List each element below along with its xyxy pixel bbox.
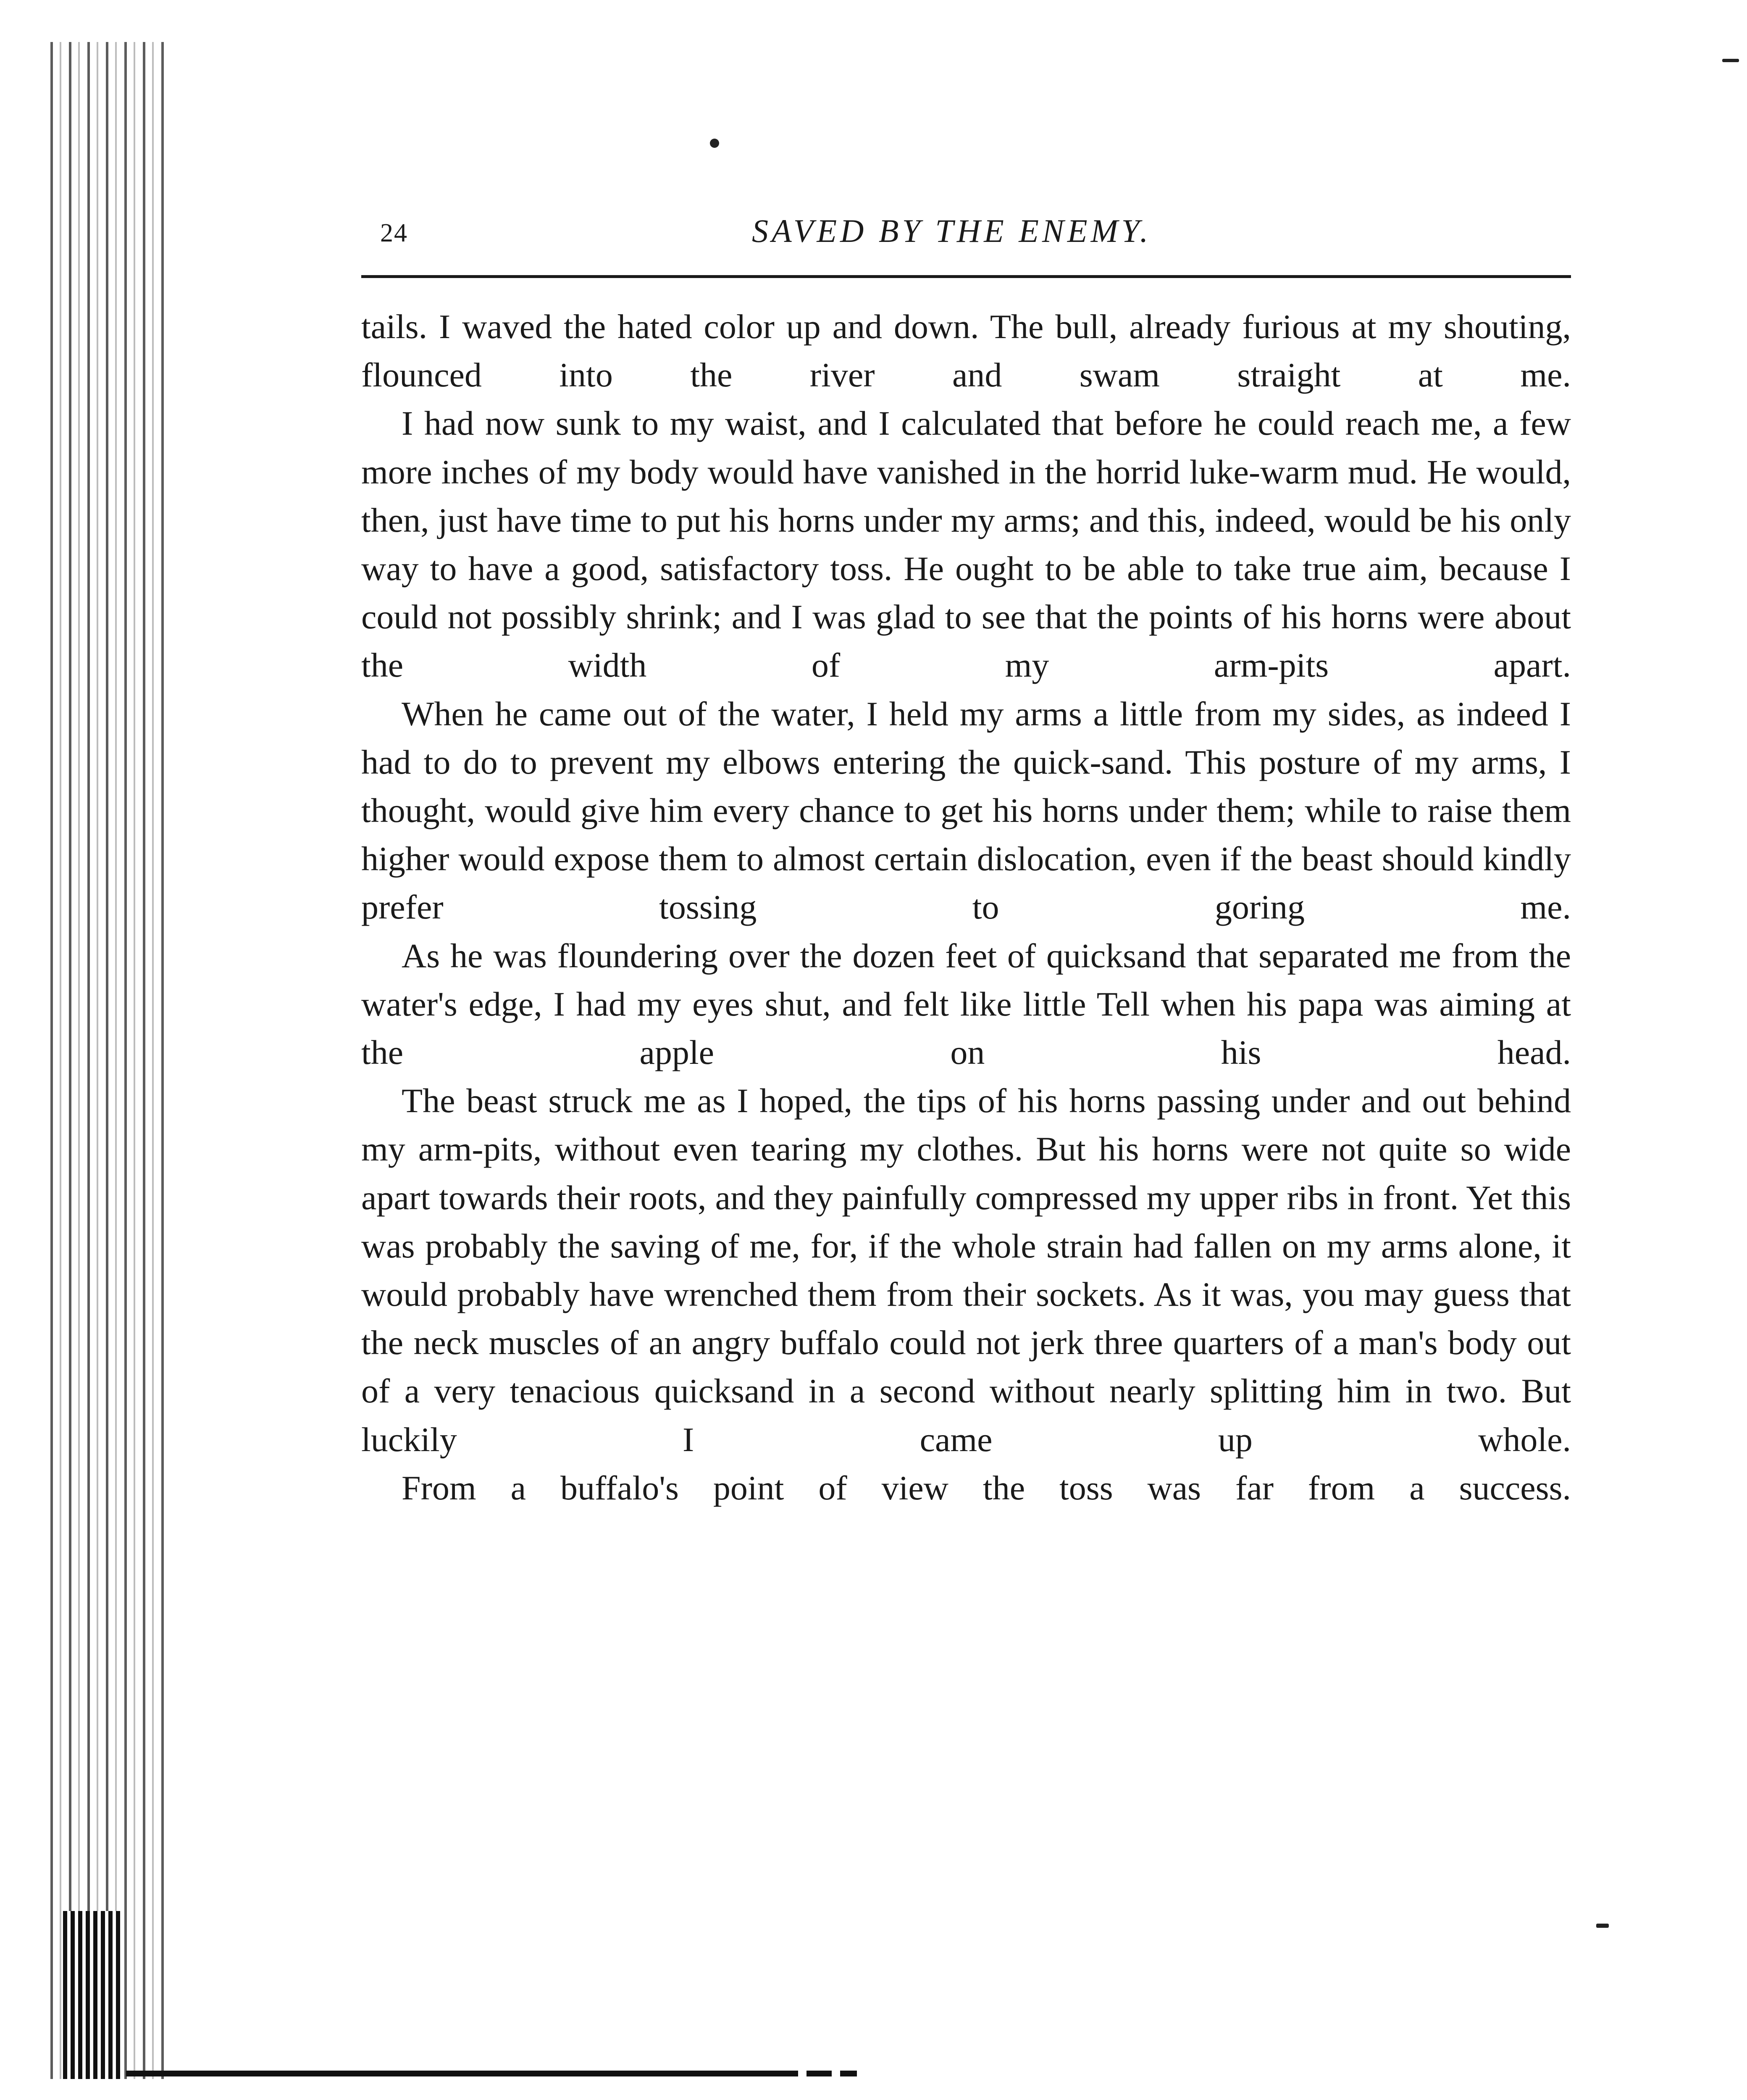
scanned-binding-edge xyxy=(50,42,168,2079)
scanned-binding-shadow xyxy=(63,1911,122,2079)
paragraph: I had now sunk to my waist, and I calculated that before he could reach me, a few more inches of my body would have vanished in the horrid luke-warm mud. He would, then, just have time to put his horns under my arms; and this, indeed, would be his only way to have a good, satisfactory toss. He ought to be able to take true aim, because I could not possibly shrink; and I was glad to see that the points of his horns were about the width of my arm-pits apart. xyxy=(361,404,1571,685)
paragraph: As he was floundering over the dozen feet of quicksand that separated me from the water's edge, I had my eyes shut, and felt like little Tell when his papa was aiming at the apple on his head. xyxy=(361,936,1571,1072)
body-text xyxy=(361,302,1571,1512)
scan-bottom-dash xyxy=(840,2071,857,2076)
paragraph: tails. I waved the hated color up and down. The bull, already furious at my shouting, flounced into the river and swam straight at me. xyxy=(361,307,1571,394)
page-number: 24 xyxy=(380,219,408,247)
paragraph: When he came out of the water, I held my arms a little from my sides, as indeed I had to do to prevent my elbows entering the quick-sand. This posture of my arms, I thought, would give him every chance to get his horns under them; while to raise them higher would expose them to almost certain dislocation, even if the beast should kindly prefer tossing to goring me. xyxy=(361,694,1571,927)
scan-bottom-dash xyxy=(807,2071,832,2076)
running-head: SAVED BY THE ENEMY. xyxy=(752,213,1152,249)
ink-speck xyxy=(1722,59,1739,62)
paragraph: The beast struck me as I hoped, the tips of his horns passing under and out behind my arm-pits, without even tearing my clothes. But his horns were not quite so wide apart towards their roots, and they painfully compressed my upper ribs in front. Yet this was probably the saving of me, for, if the whole strain had fallen on my arms alone, it would probably have wrenched them from their sockets. As it was, you may guess that the neck muscles of an angry buffalo could not jerk three quarters of a man's body out of a very tenacious quicksand in a second without nearly splitting him in two. But luckily I came up whole. xyxy=(361,1082,1571,1459)
ink-speck xyxy=(710,139,719,148)
ink-speck xyxy=(1596,1924,1609,1928)
scan-bottom-edge xyxy=(126,2071,798,2076)
header-rule xyxy=(361,275,1571,278)
paragraph: From a buffalo's point of view the toss was far from a success. xyxy=(402,1468,1571,1507)
